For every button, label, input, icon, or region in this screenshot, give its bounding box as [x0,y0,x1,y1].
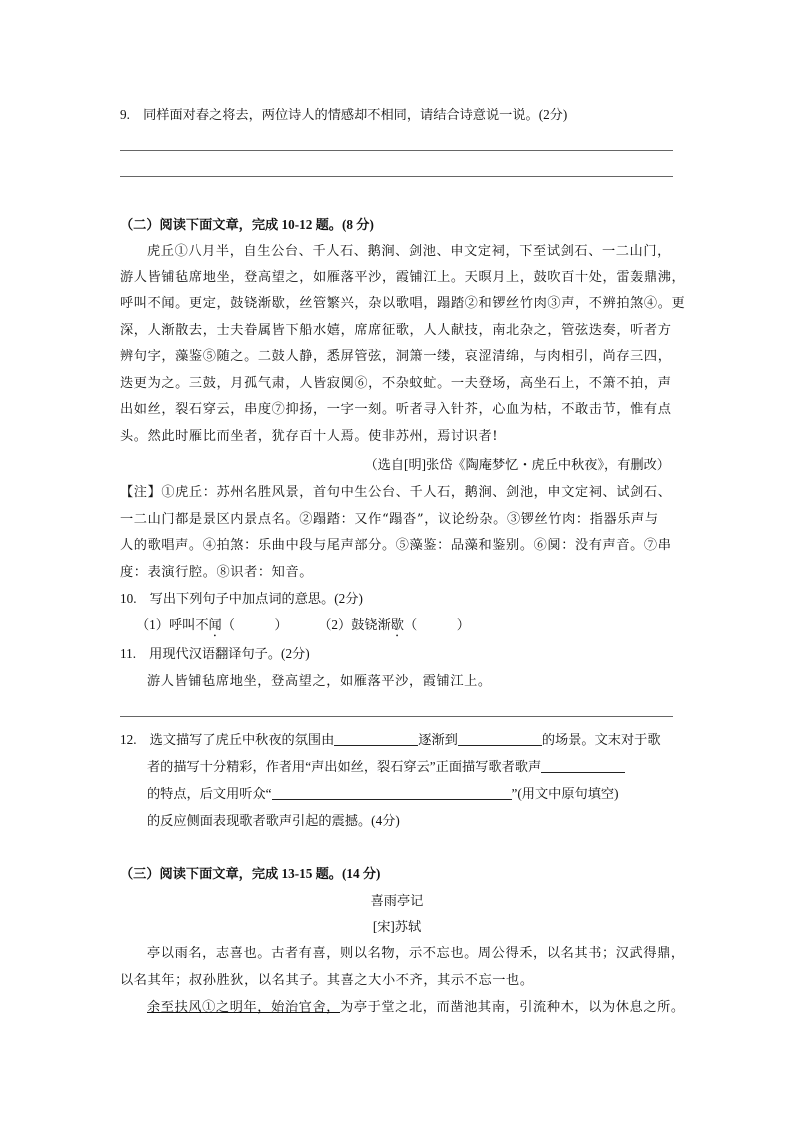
q10-item2-dotted-word: 歇 [390,617,404,632]
section2-passage-line: 深，人渐散去，士夫眷属皆下船水嬉，席席征歌，人人献技，南北杂之，管弦迭奏，听者方 [120,323,672,338]
section3-heading: （三）阅读下面文章，完成 13-15 题。(14 分) [120,866,381,881]
section3-passage-rest: 为亭于堂之北，而凿池其南，引流种木，以为休息之所。 [340,1000,685,1015]
section3-author: [宋]苏轼 [372,919,422,934]
section3-passage-line: 亭以雨名，志喜也。古者有喜，则以名物，示不忘也。周公得禾，以名其书；汉武得鼎， [147,946,685,961]
section2-heading: （二）阅读下面文章，完成 10-12 题。(8 分) [120,217,374,232]
section2-passage-line: 出如丝，裂石穿云，串度⑦抑扬，一字一刻。听者寻入针芥，心血为枯，不敢击节，惟有点 [120,402,672,417]
q12-text: 的场景。文末对于歌 [541,732,661,747]
q10-item1-dotted-word: 闻 [208,617,222,632]
q12-text: ”(用文中原句填空) [511,786,619,801]
q9-prompt: 9. 同样面对春之将去，两位诗人的情感却不相同，请结合诗意说一说。(2分) [120,107,568,122]
section2-source: （选自[明]张岱《陶庵梦忆・虎丘中秋夜》，有删改） [364,457,670,472]
section3-underlined-sentence: 余至扶风①之明年，始治官舍， [147,1000,341,1015]
q11-prompt: 11. 用现代汉语翻译句子。(2分) [120,646,310,661]
q12-blank-3[interactable] [541,758,625,773]
section2-note-line: 人的歌唱声。④拍煞：乐曲中段与尾声部分。⑤藻鉴：品藻和鉴别。⑥阒：没有声音。⑦串 [120,538,672,553]
q11-sentence: 游人皆铺毡席地坐，登高望之，如雁落平沙，霞铺江上。 [147,674,492,689]
q9-answer-line-2[interactable] [120,176,673,177]
q10-item1-answer-blank[interactable]: （ ） [221,617,288,632]
section2-passage-line: 呼叫不闻。更定，鼓铙渐歇，丝管繁兴，杂以歌唱，蹋踏②和锣丝竹肉③声，不辨拍煞④。更 [120,296,686,311]
q11-answer-line[interactable] [120,716,673,717]
q12-line-3 [147,785,619,803]
q12-blank-4[interactable] [272,785,512,800]
section3-passage-line: 以名其年；叔孙胜狄，以名其子。其喜之大小不齐，其示不忘一也。 [120,973,534,988]
q12-blank-2[interactable] [458,731,542,746]
q12-text: 者的描写十分精彩，作者用“声出如丝，裂石穿云”正面描写歌者歌声 [147,759,542,774]
q12-line-1 [120,731,661,749]
section2-note-line: 一二山门都是景区内景点名。②蹋踏：又作“蹋沓”，议论纷杂。③锣丝竹肉：指器乐声与 [120,512,659,527]
section3-title: 喜雨亭记 [370,893,424,908]
q9-answer-line-1[interactable] [120,150,673,151]
q10-items [136,616,470,640]
q12-text: 的特点，后文用听众“ [147,786,272,801]
q10-item1-prefix: （1）呼叫不 [136,617,209,632]
q10-item2-prefix: （2）鼓铙渐 [318,617,391,632]
section3-passage-line [147,999,685,1017]
section2-passage-line: 迭更为之。三鼓，月孤气肃，人皆寂阒⑥，不杂蚊虻。一夫登场，高坐石上，不箫不拍，声 [120,376,672,391]
section2-passage-line: 辨句字，藻鉴⑤随之。二鼓人静，悉屏管弦，洞箫一缕，哀涩清绵，与肉相引，尚存三四， [120,349,672,364]
q12-text: 12. 选文描写了虎丘中秋夜的氛围由 [120,732,335,747]
section2-note-line: 【注】①虎丘：苏州名胜风景，首句中生公台、千人石，鹅涧、剑池，申文定祠、试剑石、 [120,485,672,500]
q12-text: 逐渐到 [418,732,458,747]
section2-passage-line: 虎丘①八月半，自生公台、千人石、鹅涧、剑池、申文定祠，下至试剑石、一二山门， [147,244,671,259]
q10-prompt: 10. 写出下列句子中加点词的意思。(2分) [120,591,363,606]
section2-passage-line: 头。然此时雁比而坐者，犹存百十人焉。使非苏州，焉讨识者! [120,429,499,444]
q12-line-4: 的反应侧面表现歌者歌声引起的震撼。(4分) [147,813,400,828]
q12-line-2 [147,758,625,776]
section2-passage-line: 游人皆铺毡席地坐，登高望之，如雁落平沙，霞铺江上。天暝月上，鼓吹百十处，雷轰鼎沸， [120,270,686,285]
q12-blank-1[interactable] [334,731,418,746]
section2-note-line: 度：表演行腔。⑧识者：知音。 [120,565,314,580]
q10-item2-answer-blank[interactable]: （ ） [403,617,470,632]
